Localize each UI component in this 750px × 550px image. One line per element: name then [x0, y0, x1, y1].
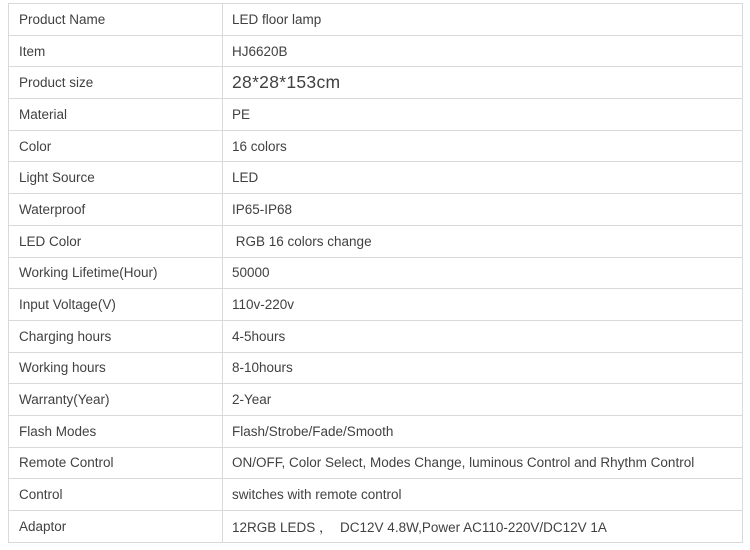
- spec-value-adaptor: 12RGB LEDS ， DC12V 4.8W,Power AC110-220V/DC12V 1A: [232, 520, 607, 536]
- spec-label-color: Color: [9, 131, 223, 162]
- spec-label-working-hours: Working hours: [9, 353, 223, 384]
- table-row: [9, 131, 742, 163]
- table-row: [9, 416, 742, 448]
- spec-value-led-color: RGB 16 colors change: [232, 233, 372, 249]
- table-row: [9, 67, 742, 99]
- spec-label-working-lifetime: Working Lifetime(Hour): [9, 258, 223, 289]
- spec-value-product-size: 28*28*153cm: [232, 72, 341, 93]
- spec-value-product-name: LED floor lamp: [232, 11, 322, 27]
- spec-value-warranty: 2-Year: [232, 392, 272, 408]
- spec-label-adaptor: Adaptor: [9, 511, 223, 542]
- table-row: [9, 321, 742, 353]
- spec-label-product-size: Product size: [9, 67, 223, 98]
- spec-label-remote-control: Remote Control: [9, 448, 223, 479]
- table-row: [9, 99, 742, 131]
- spec-label-led-color: LED Color: [9, 226, 223, 257]
- spec-label-material: Material: [9, 99, 223, 130]
- table-row: [9, 479, 742, 511]
- spec-label-warranty: Warranty(Year): [9, 384, 223, 415]
- table-row: [9, 448, 742, 480]
- spec-value-material: PE: [232, 106, 251, 122]
- spec-label-flash-modes: Flash Modes: [9, 416, 223, 447]
- table-row: [9, 36, 742, 68]
- spec-value-control: switches with remote control: [232, 487, 402, 503]
- spec-value-waterproof: IP65-IP68: [232, 201, 293, 217]
- product-spec-table: [8, 3, 743, 543]
- spec-value-color: 16 colors: [232, 138, 287, 154]
- table-row: [9, 384, 742, 416]
- spec-value-input-voltage: 110v-220v: [232, 297, 295, 313]
- spec-label-light-source: Light Source: [9, 162, 223, 193]
- spec-label-waterproof: Waterproof: [9, 194, 223, 225]
- table-row: [9, 258, 742, 290]
- spec-value-item: HJ6620B: [232, 43, 288, 59]
- table-row: [9, 353, 742, 385]
- table-row: [9, 194, 742, 226]
- spec-label-charging-hours: Charging hours: [9, 321, 223, 352]
- table-row: [9, 289, 742, 321]
- spec-label-control: Control: [9, 479, 223, 510]
- table-row: [9, 226, 742, 258]
- table-row: [9, 511, 742, 543]
- spec-value-working-hours: 8-10hours: [232, 360, 293, 376]
- spec-label-input-voltage: Input Voltage(V): [9, 289, 223, 320]
- spec-value-flash-modes: Flash/Strobe/Fade/Smooth: [232, 423, 394, 439]
- spec-value-remote-control: ON/OFF, Color Select, Modes Change, luminous Control and Rhythm Control: [232, 455, 695, 471]
- table-row: [9, 162, 742, 194]
- spec-value-light-source: LED: [232, 170, 259, 186]
- spec-value-working-lifetime: 50000: [232, 265, 270, 281]
- spec-value-charging-hours: 4-5hours: [232, 328, 286, 344]
- spec-label-product-name: Product Name: [9, 4, 223, 35]
- table-row: [9, 4, 742, 36]
- spec-label-item: Item: [9, 36, 223, 67]
